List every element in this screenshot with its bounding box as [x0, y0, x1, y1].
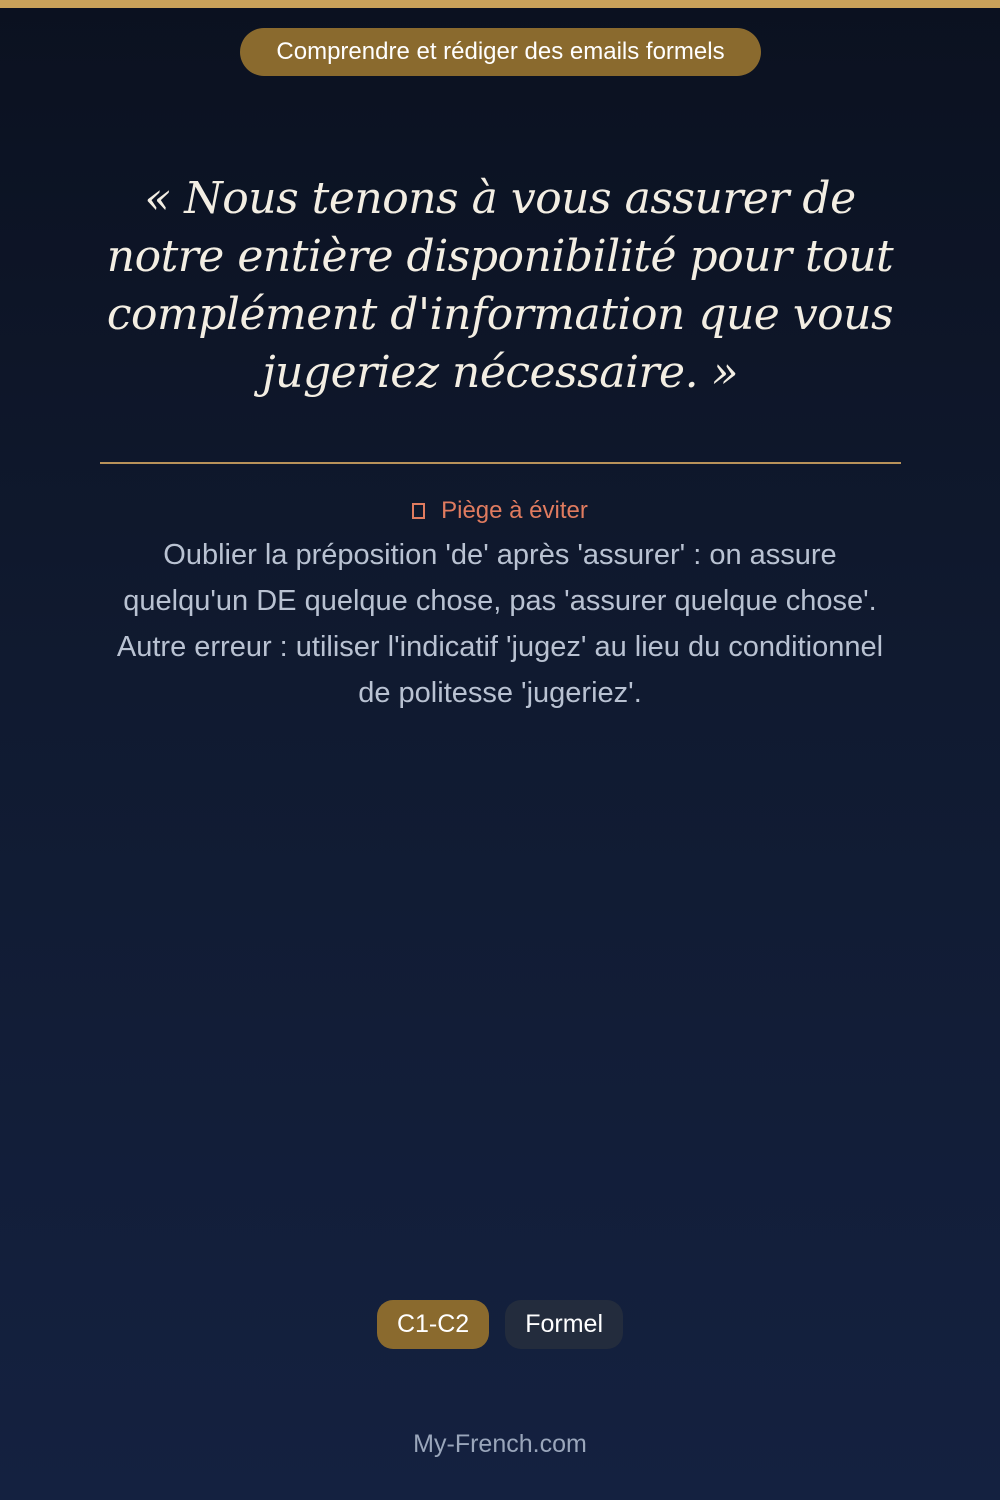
pitfall-heading [0, 496, 1000, 526]
pitfall-explanation: Oublier la préposition 'de' après 'assurer' : on assure quelqu'un DE quelque chose, pas 'assurer quelque chose'. Autre erreur : utiliser l'indicatif 'jugez' au lieu du conditionnel de politesse 'jugeriez'. [116, 539, 884, 709]
top-accent-bar [0, 0, 1000, 8]
level-tag: C1-C2 [377, 1300, 489, 1349]
example-quote: « Nous tenons à vous assurer de notre entière disponibilité pour tout complément d'information que vous jugeriez nécessaire. » [106, 173, 894, 398]
site-name: My-French.com [413, 1430, 587, 1458]
section-divider [100, 462, 901, 464]
topic-badge: Comprendre et rédiger des emails formels [240, 28, 761, 76]
pitfall-title: Piège à éviter [441, 497, 588, 524]
warning-box-icon [412, 503, 425, 519]
register-tag: Formel [505, 1300, 623, 1349]
tag-row [0, 1300, 1000, 1349]
